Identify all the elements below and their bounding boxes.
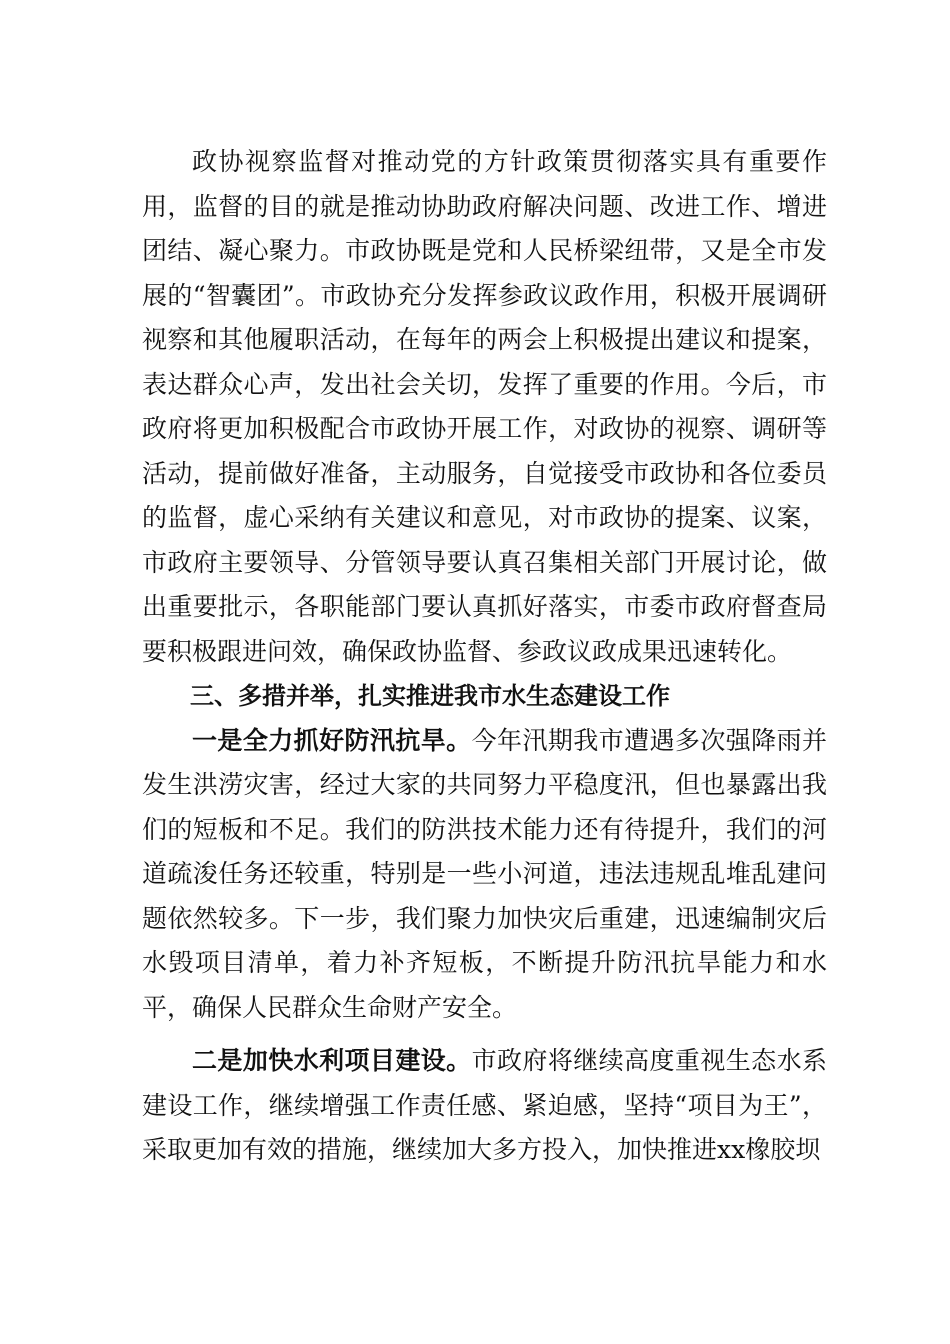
- point-1-body: 今年汛期我市遭遇多次强降雨并发生洪涝灾害，经过大家的共同努力平稳度汛，但也暴露出我们的短板和不足。我们的防洪技术能力还有待提升，我们的河道疏浚任务还较重，特别是一些小河道，违法违规乱堆乱建问题依然较多。下一步，我们聚力加快灾后重建，迅速编制灾后水毁项目清单，着力补齐短板，不断提升防汛抗旱能力和水平，确保人民群众生命财产安全。: [142, 725, 827, 1022]
- paragraph-cppcc-supervision: 政协视察监督对推动党的方针政策贯彻落实具有重要作用，监督的目的就是推动协助政府解决问题、改进工作、增进团结、凝心聚力。市政协既是党和人民桥梁纽带，又是全市发展的“智囊团”。市政协充分发挥参政议政作用，积极开展调研视察和其他履职活动，在每年的两会上积极提出建议和提案，表达群众心声，发出社会关切，发挥了重要的作用。今后，市政府将更加积极配合市政协开展工作，对政协的视察、调研等活动，提前做好准备，主动服务，自觉接受市政协和各位委员的监督，虚心采纳有关建议和意见，对市政协的提案、议案，市政府主要领导、分管领导要认真召集相关部门开展讨论，做出重要批示，各职能部门要认真抓好落实，市委市政府督查局要积极跟进问效，确保政协监督、参政议政成果迅速转化。: [142, 147, 827, 666]
- point-2-body: 市政府将继续高度重视生态水系建设工作，继续增强工作责任感、紧迫感，坚持“项目为王”，采取更加有效的措施，继续加大多方投入，加快推进xx橡胶坝: [142, 1046, 827, 1164]
- section-heading: 三、多措并举，扎实推进我市水生态建设工作: [190, 682, 670, 710]
- document-body: [142, 140, 827, 1173]
- paragraph-water-projects: [142, 1039, 827, 1173]
- point-1-lead: 一是全力抓好防汛抗旱。: [192, 725, 472, 755]
- paragraph-flood-control: [142, 719, 827, 1031]
- point-2-lead: 二是加快水利项目建设。: [192, 1046, 472, 1075]
